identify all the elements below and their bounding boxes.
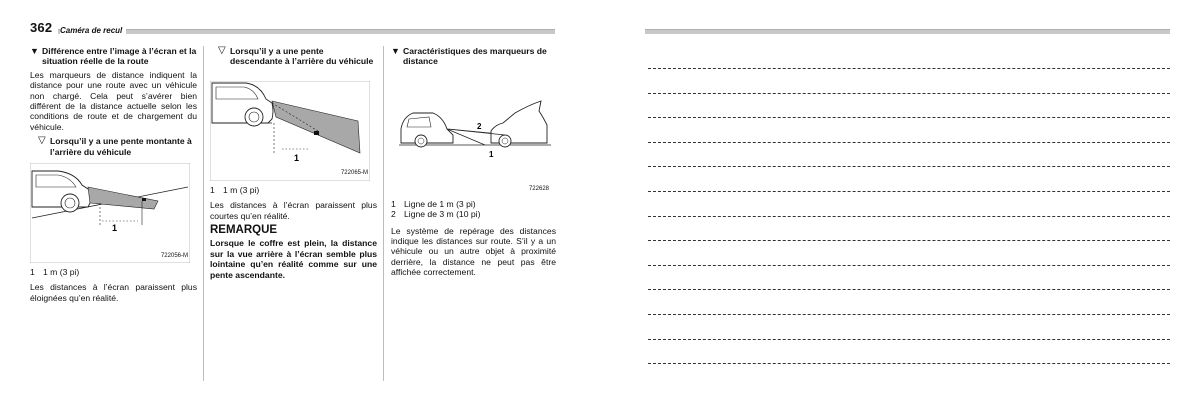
header-rule (645, 29, 1170, 34)
figure-downhill (210, 81, 370, 181)
section-marker-icon: ▼ (391, 46, 400, 56)
caption-number: 2 (391, 209, 396, 220)
note-line (648, 191, 1170, 192)
subsection-heading-downhill (218, 46, 377, 67)
figure-caption (210, 185, 377, 195)
remarque-title: REMARQUE (210, 224, 278, 237)
column-divider (383, 46, 384, 381)
subsection-marker-icon: ▽ (38, 135, 46, 147)
caption-text: 1 m (3 pi) (223, 184, 260, 195)
note-line (648, 93, 1170, 94)
figure-code: 722056-M (160, 252, 188, 259)
page-header (30, 18, 555, 40)
downhill-diagram (210, 81, 370, 181)
figure-callout-2: 2 (477, 121, 482, 131)
note-line (648, 166, 1170, 167)
markers-diagram (391, 95, 551, 195)
note-line (648, 339, 1170, 340)
caption-text: Ligne de 3 m (10 pi) (404, 209, 481, 220)
caption-number: 1 (210, 184, 215, 195)
section-heading-markers (391, 46, 556, 67)
column-divider (203, 46, 204, 381)
header-rule (58, 29, 555, 34)
note-line (648, 216, 1170, 217)
subsection-title: Lorsqu’il y a une pente descendante à l’arrière du véhicule (230, 46, 374, 67)
note-line (648, 117, 1170, 118)
caption-number: 1 (391, 198, 396, 209)
section-title: Caractéristiques des marqueurs de distance (403, 46, 547, 67)
uphill-diagram (30, 163, 190, 263)
remarque-text: Lorsque le coffre est plein, la distance sur la vue arrière à l’écran semble plus lointaine qu’en réalité comme sur une pente ascendante. (210, 238, 377, 280)
note-paragraph: Les distances à l’écran paraissent plus courtes qu’en réalité. (210, 200, 377, 221)
figure-code: 722065-M (340, 170, 368, 177)
figure-caption-2 (391, 209, 556, 219)
subsection-heading-uphill (38, 136, 197, 157)
caption-text: 1 m (3 pi) (43, 267, 80, 278)
note-line (648, 363, 1170, 364)
subsection-marker-icon: ▽ (218, 45, 226, 56)
caption-number: 1 (30, 267, 35, 278)
figure-caption-1 (391, 199, 556, 209)
note-paragraph: Les distances à l’écran paraissent plus éloignées qu’en réalité. (30, 282, 197, 303)
body-paragraph: Le système de repérage des distances indique les distances sur route. S’il y a un véhicule ou un autre objet à proximité derrière, la distance ne peut pas être affichée correctement. (391, 225, 556, 278)
figure-caption (30, 267, 197, 277)
subsection-title: Lorsqu’il y a une pente montante à l’arrière du véhicule (50, 136, 192, 157)
column-2 (210, 46, 377, 282)
figure-markers (391, 95, 551, 195)
notes-lines (648, 68, 1170, 388)
note-line (648, 314, 1170, 315)
figure-uphill (30, 163, 190, 263)
body-paragraph: Les marqueurs de distance indiquent la distance pour une route avec un véhicule non chargé. Cela peut s’avérer bien différent de la distance actuelle selon les conditions de route et de chargement du véhicule. (30, 69, 197, 132)
chapter-title: Caméra de recul (60, 26, 126, 35)
page-number: 362 (30, 20, 53, 35)
note-line (648, 68, 1170, 69)
note-line (648, 265, 1170, 266)
section-title: Différence entre l’image à l’écran et la situation réelle de la route (42, 46, 197, 67)
figure-callout-1: 1 (489, 149, 494, 159)
caption-text: Ligne de 1 m (3 pi) (404, 198, 476, 209)
column-1 (30, 46, 197, 305)
note-line (648, 240, 1170, 241)
section-marker-icon: ▼ (30, 46, 39, 56)
column-3 (391, 46, 556, 280)
figure-callout-1: 1 (112, 223, 118, 234)
figure-code: 722628 (528, 186, 549, 193)
section-heading-difference (30, 46, 197, 67)
note-line (648, 142, 1170, 143)
figure-callout-1: 1 (294, 152, 300, 163)
note-line (648, 289, 1170, 290)
